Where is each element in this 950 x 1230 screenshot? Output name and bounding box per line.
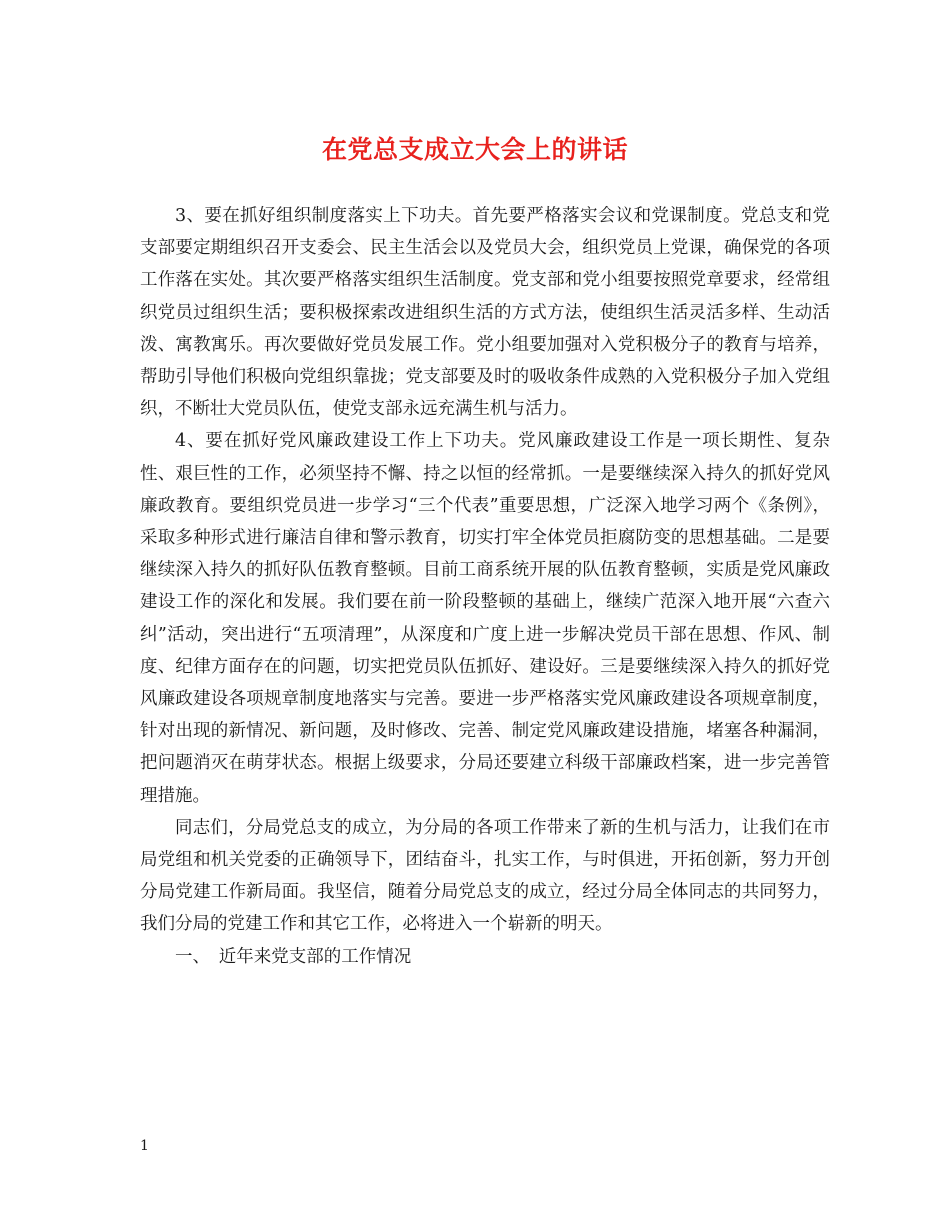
paragraph-organization-system: 3、要在抓好组织制度落实上下功夫。首先要严格落实会议和党课制度。党总支和党支部要定期组织召开支委会、民主生活会以及党员大会，组织党员上党课，确保党的各项工作落在实处。其次要严格落实组织生活制度。党支部和党小组要按照党章要求，经常组织党员过组织生活；要积极探索改进组织生活的方式方法，使组织生活灵活多样、生动活泼、寓教寓乐。再次要做好党员发展工作。党小组要加强对入党积极分子的教育与培养，帮助引导他们积极向党组织靠拢；党支部要及时的吸收条件成熟的入党积极分子加入党组织，不断壮大党员队伍，使党支部永远充满生机与活力。 xyxy=(140,206,830,420)
document-title: 在党总支成立大会上的讲话 xyxy=(321,135,628,164)
section-heading: 一、 近年来党支部的工作情况 xyxy=(175,946,412,967)
document-body xyxy=(140,200,830,973)
page-number: 1 xyxy=(140,1138,149,1154)
paragraph-closing-remarks: 同志们，分局党总支的成立，为分局的各项工作带来了新的生机与活力，让我们在市局党组和机关党委的正确领导下，团结奋斗，扎实工作，与时俱进，开拓创新，努力开创分局党建工作新局面。我坚信，随着分局党总支的成立，经过分局全体同志的共同努力，我们分局的党建工作和其它工作，必将进入一个崭新的明天。 xyxy=(140,817,830,935)
paragraph-clean-governance: 4、要在抓好党风廉政建设工作上下功夫。党风廉政建设工作是一项长期性、复杂性、艰巨性的工作，必须坚持不懈、持之以恒的经常抓。一是要继续深入持久的抓好党风廉政教育。要组织党员进一步学习“三个代表”重要思想，广泛深入地学习两个《条例》，采取多种形式进行廉洁自律和警示教育，切实打牢全体党员拒腐防变的思想基础。二是要继续深入持久的抓好队伍教育整顿。目前工商系统开展的队伍教育整顿，实质是党风廉政建设工作的深化和发展。我们要在前一阶段整顿的基础上，继续广范深入地开展“六查六纠”活动，突出进行“五项清理”，从深度和广度上进一步解决党员干部在思想、作风、制度、纪律方面存在的问题，切实把党员队伍抓好、建设好。三是要继续深入持久的抓好党风廉政建设各项规章制度地落实与完善。要进一步严格落实党风廉政建设各项规章制度，针对出现的新情况、新问题，及时修改、完善、制定党风廉政建设措施，堵塞各种漏洞，把问题消灭在萌芽状态。根据上级要求，分局还要建立科级干部廉政档案，进一步完善管理措施。 xyxy=(140,431,830,806)
